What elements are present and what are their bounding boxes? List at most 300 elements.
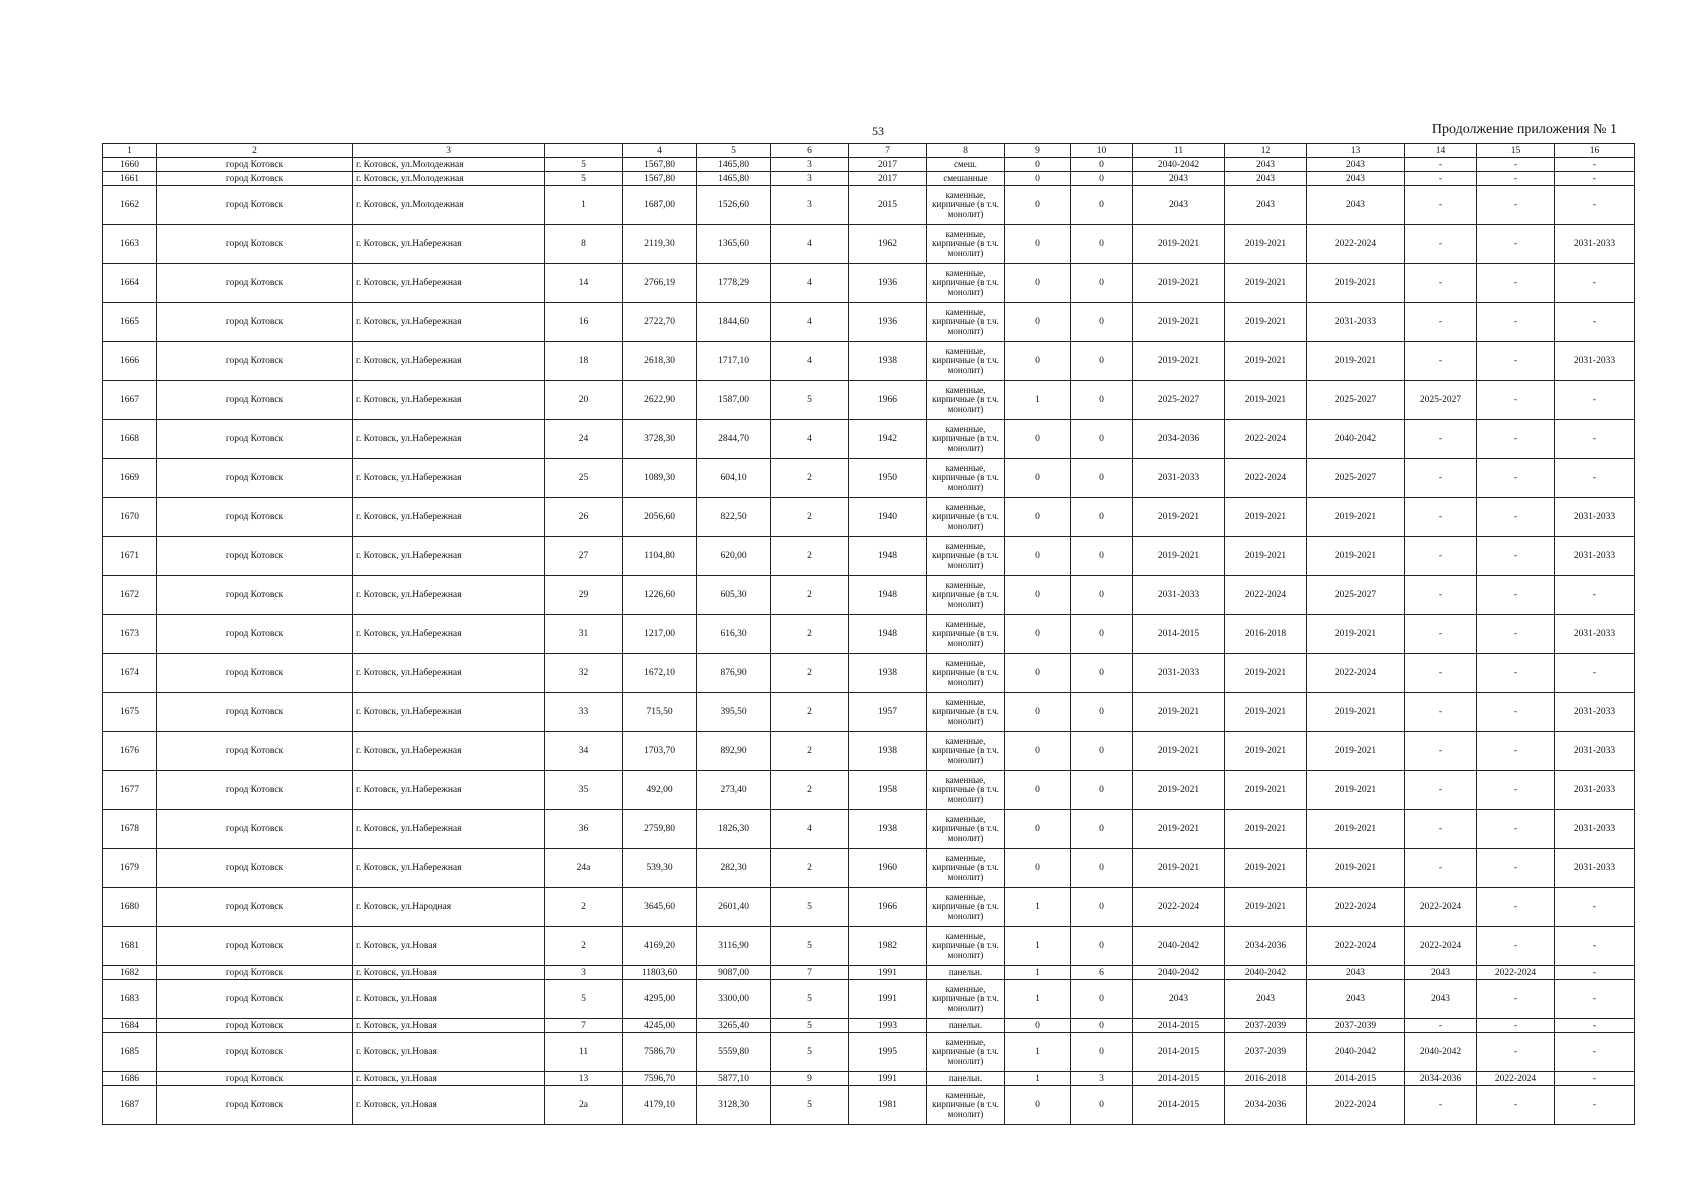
- table-cell: каменные, кирпичные (в т.ч. монолит): [927, 342, 1005, 381]
- table-cell: 1683: [103, 980, 157, 1019]
- table-cell: 27: [545, 537, 623, 576]
- table-cell: 1679: [103, 849, 157, 888]
- table-cell: 2022-2024: [1307, 1086, 1405, 1125]
- table-cell: 2040-2042: [1133, 927, 1225, 966]
- table-cell: г. Котовск, ул.Новая: [353, 980, 545, 1019]
- table-cell: 26: [545, 498, 623, 537]
- table-cell: 1668: [103, 420, 157, 459]
- table-cell: 0: [1005, 172, 1071, 186]
- table-cell: 0: [1005, 459, 1071, 498]
- table-cell: 3: [545, 966, 623, 980]
- table-cell: 1717,10: [697, 342, 771, 381]
- table-cell: 1940: [849, 498, 927, 537]
- table-cell: 2034-2036: [1405, 1072, 1477, 1086]
- table-cell: 14: [545, 264, 623, 303]
- table-cell: 3265,40: [697, 1019, 771, 1033]
- table-cell: 2а: [545, 1086, 623, 1125]
- table-cell: 1: [545, 186, 623, 225]
- table-cell: 2019-2021: [1133, 225, 1225, 264]
- table-cell: 2043: [1225, 172, 1307, 186]
- table-row: [103, 186, 1635, 225]
- table-cell: 2119,30: [623, 225, 697, 264]
- table-cell: город Котовск: [157, 980, 353, 1019]
- table-cell: -: [1405, 158, 1477, 172]
- table-cell: 1677: [103, 771, 157, 810]
- table-cell: 2759,80: [623, 810, 697, 849]
- table-cell: 1682: [103, 966, 157, 980]
- table-cell: 2034-2036: [1225, 1086, 1307, 1125]
- table-cell: 1674: [103, 654, 157, 693]
- table-cell: -: [1477, 888, 1555, 927]
- table-cell: 2019-2021: [1307, 615, 1405, 654]
- table-cell: 29: [545, 576, 623, 615]
- table-cell: 4: [771, 264, 849, 303]
- table-cell: 1465,80: [697, 158, 771, 172]
- table-row: [103, 303, 1635, 342]
- table-cell: 0: [1071, 342, 1133, 381]
- table-cell: 2043: [1133, 980, 1225, 1019]
- table-cell: 2: [771, 693, 849, 732]
- table-cell: 2043: [1307, 980, 1405, 1019]
- table-row: [103, 264, 1635, 303]
- table-cell: 1670: [103, 498, 157, 537]
- table-cell: 2019-2021: [1133, 342, 1225, 381]
- table-cell: 2: [771, 732, 849, 771]
- column-header-15: 15: [1477, 144, 1555, 158]
- table-cell: 0: [1071, 980, 1133, 1019]
- table-cell: 5: [771, 1033, 849, 1072]
- table-cell: г. Котовск, ул.Новая: [353, 1033, 545, 1072]
- table-cell: -: [1405, 1019, 1477, 1033]
- table-cell: 282,30: [697, 849, 771, 888]
- table-cell: 2031-2033: [1555, 537, 1635, 576]
- table-cell: город Котовск: [157, 654, 353, 693]
- table-cell: 0: [1005, 810, 1071, 849]
- table-cell: -: [1555, 381, 1635, 420]
- table-cell: 2019-2021: [1307, 537, 1405, 576]
- table-cell: -: [1477, 1033, 1555, 1072]
- table-cell: 1: [1005, 381, 1071, 420]
- table-cell: -: [1405, 342, 1477, 381]
- table-cell: каменные, кирпичные (в т.ч. монолит): [927, 186, 1005, 225]
- table-cell: -: [1477, 158, 1555, 172]
- table-cell: 1104,80: [623, 537, 697, 576]
- table-cell: -: [1555, 980, 1635, 1019]
- table-cell: 6: [1071, 966, 1133, 980]
- table-cell: 2031-2033: [1133, 576, 1225, 615]
- table-cell: 2019-2021: [1225, 381, 1307, 420]
- table-cell: 2019-2021: [1133, 498, 1225, 537]
- table-cell: 1665: [103, 303, 157, 342]
- table-cell: -: [1477, 732, 1555, 771]
- table-cell: 1938: [849, 342, 927, 381]
- table-cell: 0: [1071, 654, 1133, 693]
- table-cell: 1948: [849, 576, 927, 615]
- table-cell: город Котовск: [157, 186, 353, 225]
- table-cell: 616,30: [697, 615, 771, 654]
- table-cell: 1991: [849, 1072, 927, 1086]
- table-cell: каменные, кирпичные (в т.ч. монолит): [927, 381, 1005, 420]
- table-cell: г. Котовск, ул.Набережная: [353, 693, 545, 732]
- table-cell: г. Котовск, ул.Набережная: [353, 732, 545, 771]
- table-cell: г. Котовск, ул.Молодежная: [353, 186, 545, 225]
- table-body: [103, 158, 1635, 1125]
- table-row: [103, 172, 1635, 186]
- table-cell: город Котовск: [157, 966, 353, 980]
- table-cell: 2019-2021: [1133, 810, 1225, 849]
- column-header-4: 4: [623, 144, 697, 158]
- table-cell: 2019-2021: [1225, 888, 1307, 927]
- table-cell: -: [1405, 732, 1477, 771]
- table-cell: 2019-2021: [1307, 342, 1405, 381]
- table-cell: город Котовск: [157, 888, 353, 927]
- table-cell: панельн.: [927, 966, 1005, 980]
- table-cell: 1660: [103, 158, 157, 172]
- table-cell: город Котовск: [157, 693, 353, 732]
- table-cell: 2014-2015: [1133, 1033, 1225, 1072]
- table-cell: 24а: [545, 849, 623, 888]
- table-cell: 1948: [849, 615, 927, 654]
- table-cell: 2017: [849, 158, 927, 172]
- table-cell: каменные, кирпичные (в т.ч. монолит): [927, 980, 1005, 1019]
- table-cell: 2019-2021: [1133, 537, 1225, 576]
- table-cell: 4245,00: [623, 1019, 697, 1033]
- table-cell: 2014-2015: [1133, 1019, 1225, 1033]
- table-cell: 24: [545, 420, 623, 459]
- table-cell: -: [1477, 264, 1555, 303]
- table-cell: 2043: [1225, 186, 1307, 225]
- table-cell: 2022-2024: [1477, 1072, 1555, 1086]
- table-cell: каменные, кирпичные (в т.ч. монолит): [927, 303, 1005, 342]
- table-cell: 4: [771, 225, 849, 264]
- table-cell: 2014-2015: [1133, 1086, 1225, 1125]
- table-cell: 0: [1005, 1019, 1071, 1033]
- table-cell: 1226,60: [623, 576, 697, 615]
- table-cell: 13: [545, 1072, 623, 1086]
- table-cell: 1: [1005, 966, 1071, 980]
- column-header-2: 3: [353, 144, 545, 158]
- table-cell: 2019-2021: [1133, 303, 1225, 342]
- table-cell: -: [1405, 186, 1477, 225]
- table-cell: 2019-2021: [1225, 732, 1307, 771]
- table-row: [103, 849, 1635, 888]
- table-row: [103, 498, 1635, 537]
- table-cell: -: [1477, 810, 1555, 849]
- table-cell: 1661: [103, 172, 157, 186]
- table-cell: 1: [1005, 927, 1071, 966]
- column-header-14: 14: [1405, 144, 1477, 158]
- table-cell: 2034-2036: [1225, 927, 1307, 966]
- table-cell: 620,00: [697, 537, 771, 576]
- table-cell: каменные, кирпичные (в т.ч. монолит): [927, 654, 1005, 693]
- table-cell: 892,90: [697, 732, 771, 771]
- table-cell: 2043: [1133, 172, 1225, 186]
- table-cell: 1957: [849, 693, 927, 732]
- table-cell: 2019-2021: [1307, 810, 1405, 849]
- table-cell: 1666: [103, 342, 157, 381]
- table-cell: 2031-2033: [1555, 225, 1635, 264]
- column-header-10: 10: [1071, 144, 1133, 158]
- table-cell: 2040-2042: [1307, 420, 1405, 459]
- table-cell: 4: [771, 420, 849, 459]
- table-cell: -: [1477, 576, 1555, 615]
- table-cell: город Котовск: [157, 771, 353, 810]
- table-cell: 2622,90: [623, 381, 697, 420]
- table-cell: 2019-2021: [1307, 849, 1405, 888]
- table-cell: 7596,70: [623, 1072, 697, 1086]
- table-cell: г. Котовск, ул.Набережная: [353, 459, 545, 498]
- table-cell: 3728,30: [623, 420, 697, 459]
- table-cell: 0: [1005, 615, 1071, 654]
- table-cell: 2017: [849, 172, 927, 186]
- table-cell: г. Котовск, ул.Молодежная: [353, 158, 545, 172]
- table-cell: г. Котовск, ул.Народная: [353, 888, 545, 927]
- table-cell: город Котовск: [157, 732, 353, 771]
- table-row: [103, 615, 1635, 654]
- table-cell: 0: [1005, 186, 1071, 225]
- table-cell: каменные, кирпичные (в т.ч. монолит): [927, 927, 1005, 966]
- table-cell: 7586,70: [623, 1033, 697, 1072]
- table-cell: город Котовск: [157, 264, 353, 303]
- table-cell: -: [1555, 888, 1635, 927]
- table-cell: смешанные: [927, 172, 1005, 186]
- table-cell: г. Котовск, ул.Набережная: [353, 576, 545, 615]
- table-cell: -: [1555, 420, 1635, 459]
- table-cell: 2: [771, 537, 849, 576]
- table-cell: город Котовск: [157, 849, 353, 888]
- column-header-1: 2: [157, 144, 353, 158]
- table-row: [103, 693, 1635, 732]
- table-cell: 2022-2024: [1225, 420, 1307, 459]
- table-cell: каменные, кирпичные (в т.ч. монолит): [927, 459, 1005, 498]
- table-cell: 33: [545, 693, 623, 732]
- table-cell: -: [1555, 654, 1635, 693]
- table-cell: -: [1405, 693, 1477, 732]
- table-cell: 2: [771, 654, 849, 693]
- table-cell: каменные, кирпичные (в т.ч. монолит): [927, 1086, 1005, 1125]
- table-cell: 0: [1005, 732, 1071, 771]
- table-cell: 0: [1071, 264, 1133, 303]
- table-cell: 1664: [103, 264, 157, 303]
- table-cell: 2019-2021: [1133, 693, 1225, 732]
- table-cell: 1960: [849, 849, 927, 888]
- table-cell: 2040-2042: [1133, 966, 1225, 980]
- table-cell: город Котовск: [157, 342, 353, 381]
- table-cell: 5: [771, 980, 849, 1019]
- column-header-8: 8: [927, 144, 1005, 158]
- table-cell: 1938: [849, 654, 927, 693]
- table-cell: г. Котовск, ул.Набережная: [353, 225, 545, 264]
- table-cell: 0: [1005, 771, 1071, 810]
- table-cell: 2043: [1307, 158, 1405, 172]
- table-cell: 2022-2024: [1307, 654, 1405, 693]
- table-cell: 0: [1071, 172, 1133, 186]
- table-cell: 1962: [849, 225, 927, 264]
- table-cell: 0: [1071, 576, 1133, 615]
- table-cell: -: [1555, 927, 1635, 966]
- table-cell: -: [1477, 342, 1555, 381]
- table-cell: 1: [1005, 980, 1071, 1019]
- table-cell: -: [1477, 771, 1555, 810]
- table-cell: 2019-2021: [1307, 264, 1405, 303]
- table-cell: 2019-2021: [1133, 771, 1225, 810]
- table-cell: 1950: [849, 459, 927, 498]
- table-cell: 3128,30: [697, 1086, 771, 1125]
- table-cell: 5877,10: [697, 1072, 771, 1086]
- table-cell: 5: [771, 1086, 849, 1125]
- table-cell: 0: [1071, 888, 1133, 927]
- table-cell: каменные, кирпичные (в т.ч. монолит): [927, 693, 1005, 732]
- column-header-7: 7: [849, 144, 927, 158]
- table-cell: 11: [545, 1033, 623, 1072]
- column-header-9: 9: [1005, 144, 1071, 158]
- table-cell: 0: [1071, 927, 1133, 966]
- table-cell: 2019-2021: [1225, 303, 1307, 342]
- table-cell: -: [1555, 1033, 1635, 1072]
- table-cell: 31: [545, 615, 623, 654]
- table-cell: -: [1555, 1019, 1635, 1033]
- table-cell: 3116,90: [697, 927, 771, 966]
- table-cell: 0: [1071, 303, 1133, 342]
- table-cell: -: [1477, 1086, 1555, 1125]
- table-cell: -: [1477, 693, 1555, 732]
- table-cell: панельн.: [927, 1019, 1005, 1033]
- table-cell: г. Котовск, ул.Набережная: [353, 537, 545, 576]
- table-cell: 2022-2024: [1477, 966, 1555, 980]
- table-cell: 605,30: [697, 576, 771, 615]
- table-cell: 2043: [1133, 186, 1225, 225]
- table-cell: 9087,00: [697, 966, 771, 980]
- table-cell: 3: [771, 172, 849, 186]
- table-cell: 0: [1071, 381, 1133, 420]
- table-cell: -: [1477, 459, 1555, 498]
- table-cell: 0: [1005, 158, 1071, 172]
- table-cell: каменные, кирпичные (в т.ч. монолит): [927, 498, 1005, 537]
- table-cell: 0: [1005, 1086, 1071, 1125]
- table-cell: 273,40: [697, 771, 771, 810]
- table-cell: 1991: [849, 980, 927, 1019]
- table-cell: 1526,60: [697, 186, 771, 225]
- table-cell: -: [1405, 264, 1477, 303]
- table-cell: -: [1555, 158, 1635, 172]
- table-cell: 2766,19: [623, 264, 697, 303]
- table-cell: 2: [771, 615, 849, 654]
- table-cell: 1995: [849, 1033, 927, 1072]
- table-cell: г. Котовск, ул.Набережная: [353, 810, 545, 849]
- table-cell: 20: [545, 381, 623, 420]
- table-cell: 2019-2021: [1225, 810, 1307, 849]
- table-cell: 2019-2021: [1133, 849, 1225, 888]
- table-cell: -: [1555, 966, 1635, 980]
- table-cell: -: [1405, 615, 1477, 654]
- table-cell: 5: [771, 888, 849, 927]
- table-cell: 2031-2033: [1555, 693, 1635, 732]
- table-row: [103, 420, 1635, 459]
- table-cell: 2031-2033: [1133, 459, 1225, 498]
- table-cell: 2043: [1225, 980, 1307, 1019]
- table-cell: 2043: [1307, 186, 1405, 225]
- table-cell: 2618,30: [623, 342, 697, 381]
- table-cell: 1948: [849, 537, 927, 576]
- table-cell: 2031-2033: [1555, 615, 1635, 654]
- table-cell: 5: [771, 381, 849, 420]
- table-cell: 0: [1071, 498, 1133, 537]
- table-cell: 1217,00: [623, 615, 697, 654]
- table-cell: 2025-2027: [1133, 381, 1225, 420]
- table-cell: 1667: [103, 381, 157, 420]
- table-cell: 2025-2027: [1307, 576, 1405, 615]
- table-cell: 2019-2021: [1225, 264, 1307, 303]
- table-cell: г. Котовск, ул.Набережная: [353, 498, 545, 537]
- table-cell: каменные, кирпичные (в т.ч. монолит): [927, 771, 1005, 810]
- table-cell: 18: [545, 342, 623, 381]
- table-cell: город Котовск: [157, 810, 353, 849]
- table-cell: -: [1405, 810, 1477, 849]
- table-cell: 2031-2033: [1555, 849, 1635, 888]
- table-cell: 0: [1071, 615, 1133, 654]
- table-cell: 822,50: [697, 498, 771, 537]
- table-cell: 1703,70: [623, 732, 697, 771]
- table-cell: г. Котовск, ул.Новая: [353, 1072, 545, 1086]
- table-cell: 1: [1005, 1072, 1071, 1086]
- table-cell: 2: [771, 576, 849, 615]
- table-cell: 0: [1071, 771, 1133, 810]
- column-header-12: 12: [1225, 144, 1307, 158]
- table-cell: 2014-2015: [1307, 1072, 1405, 1086]
- column-number-header-row: [103, 144, 1635, 158]
- table-cell: 2031-2033: [1555, 498, 1635, 537]
- table-cell: 0: [1071, 225, 1133, 264]
- table-cell: г. Котовск, ул.Набережная: [353, 342, 545, 381]
- table-cell: 4: [771, 342, 849, 381]
- table-cell: 0: [1071, 459, 1133, 498]
- table-cell: 2019-2021: [1225, 537, 1307, 576]
- table-row: [103, 888, 1635, 927]
- table-cell: -: [1477, 654, 1555, 693]
- table-cell: 2022-2024: [1405, 888, 1477, 927]
- table-cell: 1669: [103, 459, 157, 498]
- table-cell: каменные, кирпичные (в т.ч. монолит): [927, 537, 1005, 576]
- table-row: [103, 732, 1635, 771]
- table-cell: 0: [1071, 810, 1133, 849]
- table-cell: 4: [771, 810, 849, 849]
- table-cell: 0: [1005, 576, 1071, 615]
- table-cell: 1676: [103, 732, 157, 771]
- table-cell: 4: [771, 303, 849, 342]
- table-cell: город Котовск: [157, 381, 353, 420]
- table-cell: город Котовск: [157, 1019, 353, 1033]
- table-cell: 4295,00: [623, 980, 697, 1019]
- table-cell: -: [1405, 654, 1477, 693]
- table-cell: г. Котовск, ул.Набережная: [353, 420, 545, 459]
- table-cell: 3645,60: [623, 888, 697, 927]
- column-header-11: 11: [1133, 144, 1225, 158]
- appendix-label: Продолжение приложения № 1: [1431, 122, 1617, 137]
- table-cell: 2019-2021: [1307, 771, 1405, 810]
- table-cell: 2019-2021: [1225, 498, 1307, 537]
- table-cell: 1675: [103, 693, 157, 732]
- table-cell: город Котовск: [157, 615, 353, 654]
- table-row: [103, 771, 1635, 810]
- table-cell: 1942: [849, 420, 927, 459]
- table-cell: каменные, кирпичные (в т.ч. монолит): [927, 1033, 1005, 1072]
- table-cell: 1365,60: [697, 225, 771, 264]
- table-cell: 4179,10: [623, 1086, 697, 1125]
- table-cell: 2019-2021: [1225, 693, 1307, 732]
- column-header-0: 1: [103, 144, 157, 158]
- table-cell: каменные, кирпичные (в т.ч. монолит): [927, 732, 1005, 771]
- table-cell: 3300,00: [697, 980, 771, 1019]
